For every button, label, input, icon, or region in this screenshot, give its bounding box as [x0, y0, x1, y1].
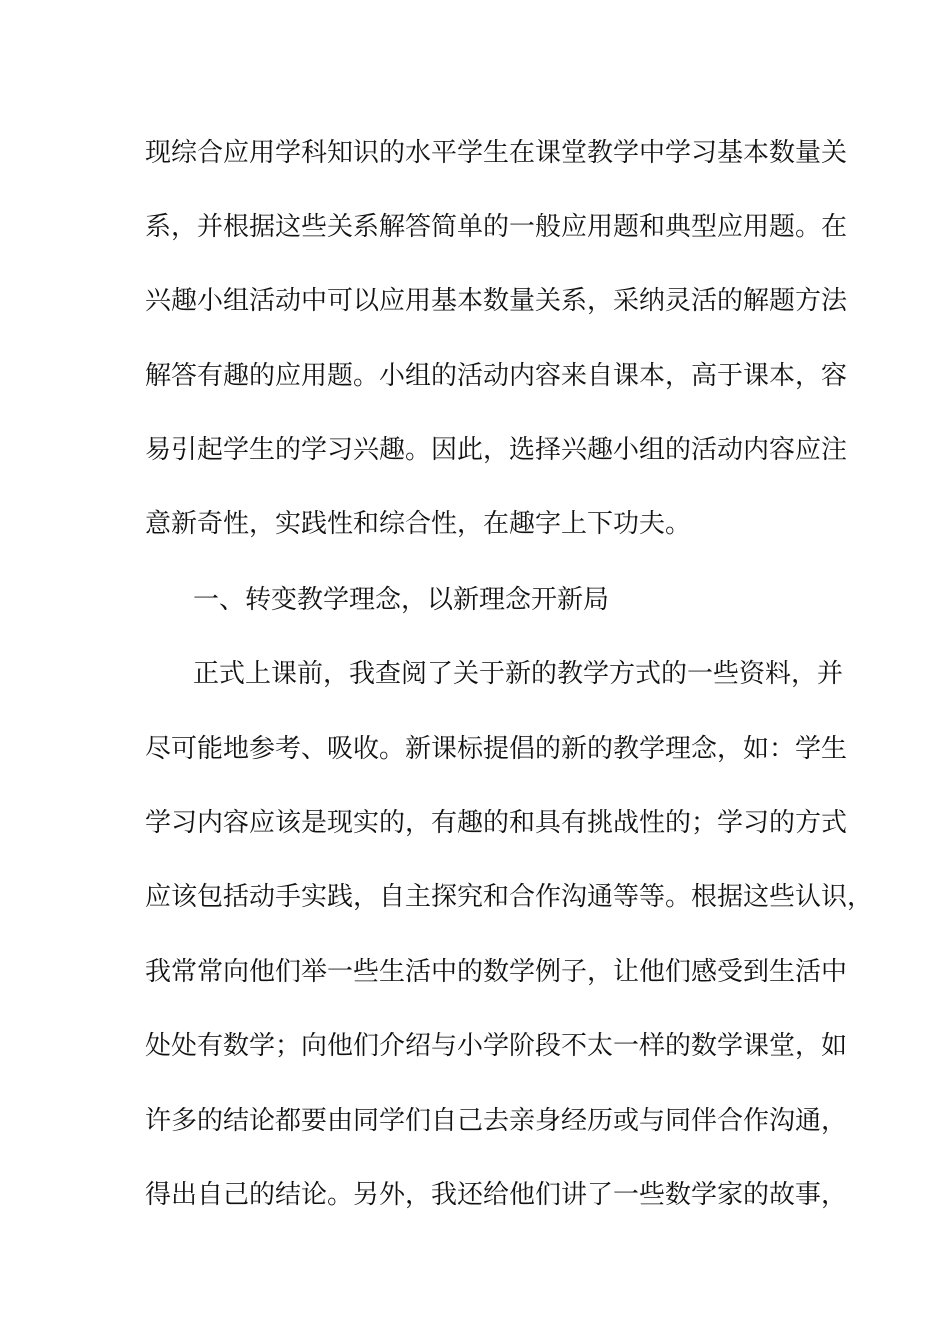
paragraph-line: 许多的结论都要由同学们自己去亲身经历或与同伴合作沟通，: [145, 1106, 848, 1136]
paragraph-line: 正式上课前，我查阅了关于新的教学方式的一些资料，并: [193, 659, 844, 689]
paragraph-line: 现综合应用学科知识的水平学生在课堂教学中学习基本数量关: [145, 138, 848, 168]
paragraph-line: 学习内容应该是现实的，有趣的和具有挑战性的；学习的方式: [145, 808, 848, 838]
paragraph-line: 系，并根据这些关系解答简单的一般应用题和典型应用题。在: [145, 212, 848, 242]
paragraph-line: 解答有趣的应用题。小组的活动内容来自课本，高于课本，容: [145, 361, 848, 391]
paragraph-line: 尽可能地参考、吸收。新课标提倡的新的教学理念，如：学生: [145, 734, 848, 764]
paragraph-line: 兴趣小组活动中可以应用基本数量关系，采纳灵活的解题方法: [145, 286, 848, 316]
paragraph-line: 得出自己的结论。另外，我还给他们讲了一些数学家的故事，: [145, 1180, 848, 1210]
paragraph-line: 意新奇性，实践性和综合性，在趣字上下功夫。: [145, 509, 692, 539]
paragraph-line: 易引起学生的学习兴趣。因此，选择兴趣小组的活动内容应注: [145, 435, 848, 465]
section-heading: 一、转变教学理念，以新理念开新局: [193, 585, 610, 615]
paragraph-line: 处处有数学；向他们介绍与小学阶段不太一样的数学课堂，如: [145, 1031, 848, 1061]
paragraph-line: 应该包括动手实践，自主探究和合作沟通等等。根据这些认识，: [145, 882, 874, 912]
paragraph-line: 我常常向他们举一些生活中的数学例子，让他们感受到生活中: [145, 957, 848, 987]
